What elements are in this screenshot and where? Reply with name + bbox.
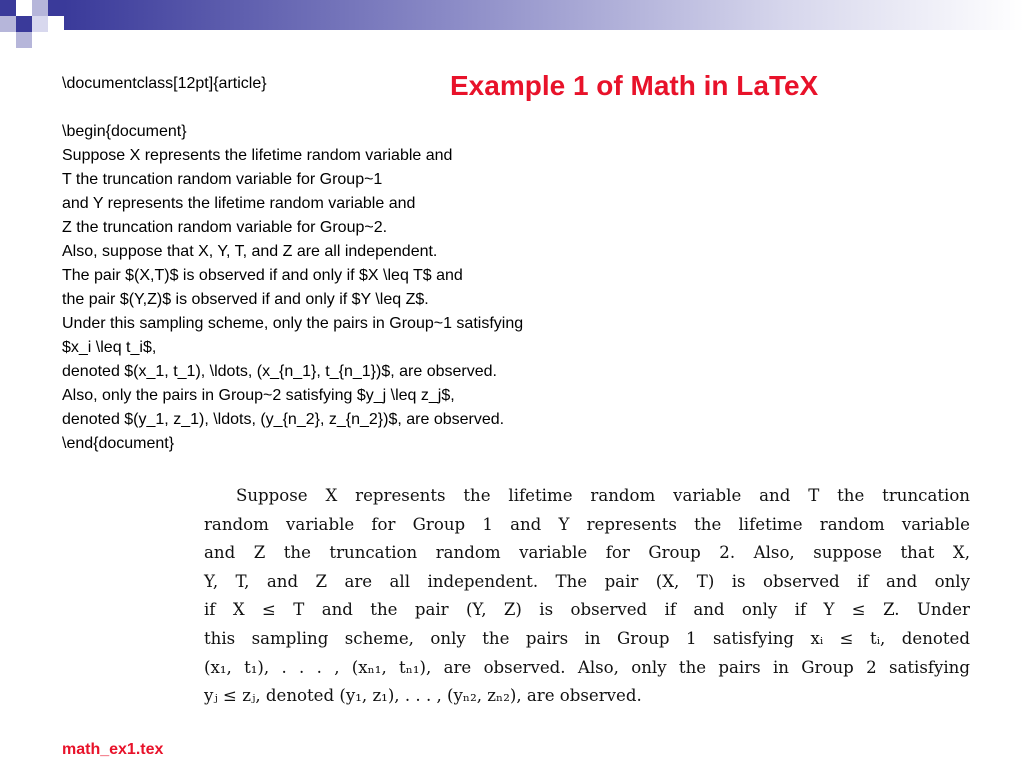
- rendered-line: Y, T, and Z are all independent. The pair (X, T) is observed if and only: [204, 571, 970, 591]
- code-line: Under this sampling scheme, only the pairs in Group~1 satisfying: [62, 315, 524, 332]
- code-line: \end{document}: [62, 435, 175, 452]
- code-line-blank: [62, 96, 523, 120]
- decor-square: [16, 0, 32, 16]
- code-line: Also, suppose that X, Y, T, and Z are all independent.: [62, 243, 438, 260]
- rendered-line: and Z the truncation random variable for Group 2. Also, suppose that X,: [204, 543, 970, 563]
- decor-square: [16, 32, 32, 48]
- rendered-line: random variable for Group 1 and Y represents the lifetime random variable: [204, 514, 970, 534]
- rendered-line: if X ≤ T and the pair (Y, Z) is observed if and only if Y ≤ Z. Under: [204, 600, 970, 620]
- code-line: The pair $(X,T)$ is observed if and only if $X \leq T$ and: [62, 267, 463, 284]
- slide-title: Example 1 of Math in LaTeX: [450, 70, 819, 101]
- rendered-line: Suppose X represents the lifetime random variable and T the truncation: [236, 486, 970, 505]
- rendered-line: (x₁, t₁), . . . , (xₙ₁, tₙ₁), are observed. Also, only the pairs in Group 2 satisfying: [204, 657, 970, 677]
- code-line: Suppose X represents the lifetime random variable and: [62, 147, 453, 164]
- header-gradient-bar: [64, 0, 1024, 30]
- code-line: $x_i \leq t_i$,: [62, 339, 157, 356]
- decor-square: [0, 16, 16, 32]
- decor-square: [48, 0, 64, 16]
- decor-square: [16, 16, 32, 32]
- decor-square: [32, 0, 48, 16]
- code-line: \documentclass[12pt]{article}: [62, 75, 267, 92]
- latex-source-code: [62, 72, 523, 456]
- decor-square: [0, 0, 16, 16]
- rendered-line: yⱼ ≤ zⱼ, denoted (y₁, z₁), . . . , (yₙ₂, zₙ₂), are observed.: [204, 686, 642, 706]
- source-filename: math_ex1.tex: [62, 741, 164, 758]
- code-line: Z the truncation random variable for Group~2.: [62, 219, 388, 236]
- code-line: the pair $(Y,Z)$ is observed if and only if $Y \leq Z$.: [62, 291, 429, 308]
- rendered-latex-output: [204, 482, 970, 711]
- code-line: and Y represents the lifetime random variable and: [62, 195, 416, 212]
- code-line: denoted $(y_1, z_1), \ldots, (y_{n_2}, z_{n_2})$, are observed.: [62, 411, 505, 428]
- code-line: \begin{document}: [62, 123, 187, 140]
- code-line: Also, only the pairs in Group~2 satisfying $y_j \leq z_j$,: [62, 387, 455, 404]
- code-line: denoted $(x_1, t_1), \ldots, (x_{n_1}, t_{n_1})$, are observed.: [62, 363, 497, 380]
- code-line: T the truncation random variable for Group~1: [62, 171, 383, 188]
- decor-square: [32, 16, 48, 32]
- rendered-line: this sampling scheme, only the pairs in Group 1 satisfying xᵢ ≤ tᵢ, denoted: [204, 628, 970, 648]
